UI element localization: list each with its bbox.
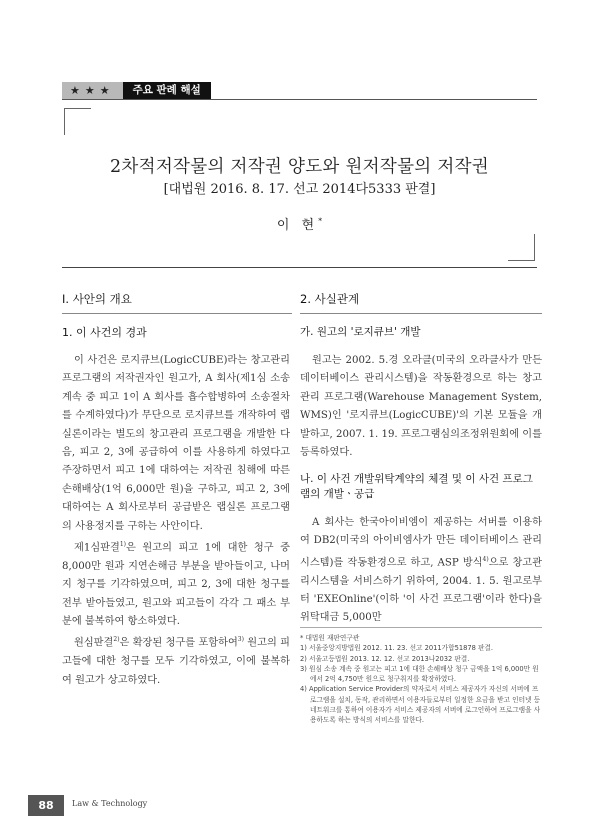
paragraph: 원고는 2002. 5.경 오라클(미국의 오라클사가 만든 데이터베이스 관리시스템)을 작동환경으로 하는 창고관리 프로그램(Warehouse Management System, WMS)인 '로지큐브(LogicCUBE)'의 기본 모듈을 개발하고, 2007. 1. 19. 프로그램심의조정위원회에 이를 등록하였다. <box>300 355 542 459</box>
right-body-text-b <box>300 514 542 628</box>
footnotes <box>300 633 542 726</box>
section-tag <box>62 82 211 99</box>
paragraph: 이 사건은 로지큐브(LogicCUBE)라는 창고관리 프로그램의 저작권자인 원고가, A 회사(제1심 소송 계속 중 피고 1이 A 회사를 흡수합병하여 소송절차를 수계하였다)가 무단으로 로지큐브를 개작하여 랩실론이라는 별도의 창고관리 프로그램을 개발한 다음, 피고 2, 3에 공급하여 이를 사용하게 하였다고 주장하면서 피고 1에 대하여는 저작권 침해에 따른 손해배상(1억 6,000만 원)을 구하고, 피고 2, 3에 대하여는 A 회사로부터 공급받은 랩실론 프로그램의 사용정지를 구하는 사안이다. <box>62 355 290 532</box>
case-citation: [대법원 2016. 8. 17. 선고 2014다5333 판결] <box>163 182 436 197</box>
section-rule <box>300 313 542 314</box>
subsection-heading-b: 나. 이 사건 개발위탁계약의 체결 및 이 사건 프로그램의 개발ㆍ공급 <box>300 473 533 500</box>
corner-ornament-bottom-right <box>508 234 535 261</box>
paragraph: 원심판결$^{2)}$은 확장된 청구를 포함하여$^{3)}$ 원고의 피고들에 대한 청구를 모두 기각하였고, 이에 불복하여 원고가 상고하였다. <box>62 636 290 686</box>
publication-name: Law & Technology <box>72 799 148 808</box>
section-rule <box>62 313 292 314</box>
right-body-text-a <box>300 352 542 462</box>
page-footer <box>0 795 600 820</box>
category-label: 주요 판례 해설 <box>123 82 211 99</box>
corner-ornament-top-left <box>64 108 91 135</box>
paragraph: A 회사는 한국아이비엠이 제공하는 서버를 이용하여 DB2(미국의 아이비엠사가 만든 데이터베이스 관리시스템)를 작동환경으로 하고, ASP 방식$^{4)}$으로 창고관리시스템을 서비스하기 위하여, 2004. 1. 5. 원고로부터 'EXEOnline'(이하 '이 사건 프로그램'이라 한다)을 위탁대금 5,000만 <box>300 517 542 624</box>
subsection-heading-history: 1. 이 사건의 경과 <box>62 326 147 339</box>
page-number: 88 <box>28 795 64 816</box>
footnote-author: * 대법원 재판연구관 <box>300 634 360 642</box>
article-title: 2차적저작물의 저작권 양도와 원저작물의 저작권 <box>110 157 489 177</box>
star-rating-icon: ★★★ <box>62 82 123 99</box>
footnote-rule <box>300 627 542 628</box>
author-footnote-mark: * <box>318 216 323 226</box>
author-name: 이 현 <box>276 218 319 233</box>
footnote: 3) 원심 소송 계속 중 원고는 피고 1에 대한 손해배상 청구 금액을 1억 6,000만 원에서 2억 4,750만 원으로 청구취지를 확장하였다. <box>300 664 539 684</box>
footnote: 2) 서울고등법원 2013. 12. 12. 선고 2013나2032 판결. <box>300 654 470 663</box>
left-body-text <box>62 352 290 690</box>
author <box>62 214 537 233</box>
section-heading-overview: I. 사안의 개요 <box>62 292 132 306</box>
paragraph: 제1심판결$^{1)}$은 원고의 피고 1에 대한 청구 중 8,000만 원과 지연손해금 부분을 받아들이고, 나머지 청구를 기각하였으며, 피고 2, 3에 대한 청구를 전부 받아들였고, 원고와 피고들이 각각 그 패소 부분에 불복하여 항소하였다. <box>62 541 290 628</box>
section-heading-facts: 2. 사실관계 <box>300 292 360 306</box>
footnote: 4) Application Service Provider의 약자로서 서비스 제공자가 자신의 서버에 프로그램을 설치, 동작, 관리하면서 이용자들로부터 일정한 요금을 받고 인터넷 등 네트워크를 통하여 이용자가 서비스 제공자의 서버에 로그인하여 프로그램을 사용하도록 하는 방식의 서비스를 말한다. <box>300 685 541 725</box>
title-top-rule <box>62 99 537 100</box>
footnote: 1) 서울중앙지방법원 2012. 11. 23. 선고 2011가합51878 판결. <box>300 644 494 653</box>
subsection-heading-a: 가. 원고의 '로지큐브' 개발 <box>300 326 421 338</box>
